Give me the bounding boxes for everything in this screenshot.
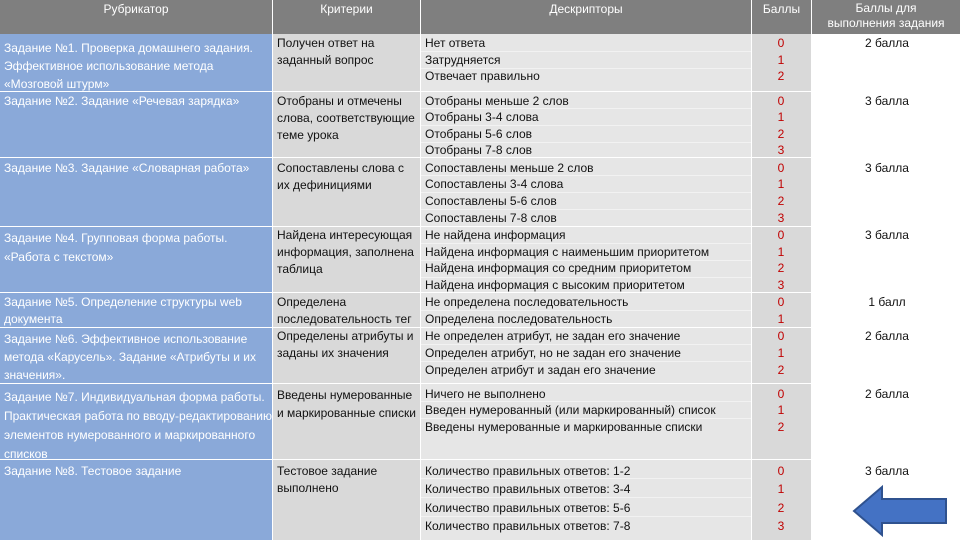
total-2: 3 балла xyxy=(865,94,909,108)
points-4-1: 0 xyxy=(777,228,785,242)
points-6-3: 2 xyxy=(777,363,785,377)
criterion-4: Найдена интересующая информация, заполнена таблица xyxy=(277,228,414,276)
total-7: 2 балла xyxy=(865,387,909,401)
points-1-3: 2 xyxy=(777,69,785,83)
points-4-2: 1 xyxy=(777,245,785,259)
descriptor-6-1: Не определен атрибут, не задан его значение xyxy=(425,329,681,343)
total-6: 2 балла xyxy=(865,329,909,343)
points-2-2: 1 xyxy=(777,110,785,124)
task-4: Задание №4. Групповая форма работы. «Работа с текстом» xyxy=(4,231,228,264)
points-8-3: 2 xyxy=(777,501,785,515)
points-6-1: 0 xyxy=(777,329,785,343)
points-7-2: 1 xyxy=(777,403,785,417)
descriptor-7-2: Введен нумерованный (или маркированный) список xyxy=(425,403,716,417)
descriptor-7-3: Введены нумерованные и маркированные списки xyxy=(425,420,703,434)
descriptor-1-1: Нет ответа xyxy=(425,36,486,50)
total-4: 3 балла xyxy=(865,228,909,242)
points-7-1: 0 xyxy=(777,387,785,401)
back-button[interactable] xyxy=(852,484,948,538)
total-5: 1 балл xyxy=(868,295,906,309)
total-8: 3 балла xyxy=(865,464,909,478)
arrow-left-icon xyxy=(852,484,948,538)
points-2-4: 3 xyxy=(777,143,785,157)
header-total-label: Баллы для выполнения задания xyxy=(827,1,945,30)
descriptor-5-2: Определена последовательность xyxy=(425,312,613,326)
descriptor-8-2: Количество правильных ответов: 3-4 xyxy=(425,482,631,496)
descriptor-2-4: Отобраны 7-8 слов xyxy=(425,143,533,157)
header-points-label: Баллы xyxy=(762,2,801,16)
points-3-1: 0 xyxy=(777,161,785,175)
criterion-7: Введены нумерованные и маркированные списки xyxy=(277,388,416,420)
task-7: Задание №7. Индивидуальная форма работы. Практическая работа по вводу-редактированию элементов нумерованного и маркированного списков xyxy=(4,390,272,461)
header-rubric xyxy=(0,0,272,34)
descriptor-6-3: Определен атрибут и задан его значение xyxy=(425,363,656,377)
descriptor-5-1: Не определена последовательность xyxy=(425,295,629,309)
descriptor-3-2: Сопоставлены 3-4 слова xyxy=(425,177,564,191)
points-2-3: 2 xyxy=(777,127,785,141)
points-3-2: 1 xyxy=(777,177,785,191)
descriptor-1-2: Затрудняется xyxy=(425,53,501,67)
criterion-6: Определены атрибуты и заданы их значения xyxy=(277,329,414,360)
points-3-4: 3 xyxy=(777,211,785,225)
criterion-2: Отобраны и отмечены слова, соответствующие теме урока xyxy=(277,94,415,142)
criterion-8: Тестовое задание выполнено xyxy=(277,464,378,495)
descriptor-2-2: Отобраны 3-4 слова xyxy=(425,110,539,124)
points-4-4: 3 xyxy=(777,278,785,292)
task-6: Задание №6. Эффективное использование метода «Карусель». Задание «Атрибуты и их значения». xyxy=(4,332,256,382)
descriptor-8-4: Количество правильных ответов: 7-8 xyxy=(425,519,631,533)
descriptor-3-3: Сопоставлены 5-6 слов xyxy=(425,194,557,208)
descriptor-4-1: Не найдена информация xyxy=(425,228,566,242)
descriptor-3-4: Сопоставлены 7-8 слов xyxy=(425,211,557,225)
descriptor-6-2: Определен атрибут, но не задан его значение xyxy=(425,346,681,360)
points-6-2: 1 xyxy=(777,346,785,360)
header-descriptors xyxy=(421,0,751,34)
points-1-2: 1 xyxy=(777,53,785,67)
points-7-3: 2 xyxy=(777,420,785,434)
descriptor-4-3: Найдена информация со средним приоритетом xyxy=(425,261,692,275)
descriptor-8-3: Количество правильных ответов: 5-6 xyxy=(425,501,631,515)
criterion-1: Получен ответ на заданный вопрос xyxy=(277,36,375,67)
task-2: Задание №2. Задание «Речевая зарядка» xyxy=(4,94,240,108)
points-8-4: 3 xyxy=(777,519,785,533)
task-8: Задание №8. Тестовое задание xyxy=(4,464,182,478)
descriptor-2-1: Отобраны меньше 2 слов xyxy=(425,94,569,108)
points-3-3: 2 xyxy=(777,194,785,208)
task-5: Задание №5. Определение структуры web документа xyxy=(4,295,242,326)
criterion-3: Сопоставлены слова с их дефинициями xyxy=(277,161,404,192)
header-total xyxy=(812,0,960,34)
header-points xyxy=(752,0,811,34)
points-5-2: 1 xyxy=(777,312,785,326)
points-5-1: 0 xyxy=(777,295,785,309)
descriptor-4-2: Найдена информация с наименьшим приоритетом xyxy=(425,245,710,259)
points-8-1: 0 xyxy=(777,464,785,478)
descriptor-4-4: Найдена информация с высоким приоритетом xyxy=(425,278,685,292)
task-3: Задание №3. Задание «Словарная работа» xyxy=(4,161,250,175)
points-1-1: 0 xyxy=(777,36,785,50)
descriptor-3-1: Сопоставлены меньше 2 слов xyxy=(425,161,594,175)
descriptor-1-3: Отвечает правильно xyxy=(425,69,540,83)
descriptor-8-1: Количество правильных ответов: 1-2 xyxy=(425,464,631,478)
total-1: 2 балла xyxy=(865,36,909,50)
header-rubric-label: Рубрикатор xyxy=(103,2,169,16)
descriptor-2-3: Отобраны 5-6 слов xyxy=(425,127,533,141)
points-4-3: 2 xyxy=(777,261,785,275)
task-1: Задание №1. Проверка домашнего задания. Эффективное использование метода «Мозговой штурм» xyxy=(4,41,253,91)
header-descriptors-label: Дескрипторы xyxy=(549,2,623,16)
header-criteria xyxy=(273,0,420,34)
descriptor-7-1: Ничего не выполнено xyxy=(425,387,546,401)
criterion-5: Определена последовательность тег xyxy=(277,295,412,326)
header-criteria-label: Критерии xyxy=(320,2,373,16)
total-3: 3 балла xyxy=(865,161,909,175)
points-2-1: 0 xyxy=(777,94,785,108)
points-8-2: 1 xyxy=(777,482,785,496)
